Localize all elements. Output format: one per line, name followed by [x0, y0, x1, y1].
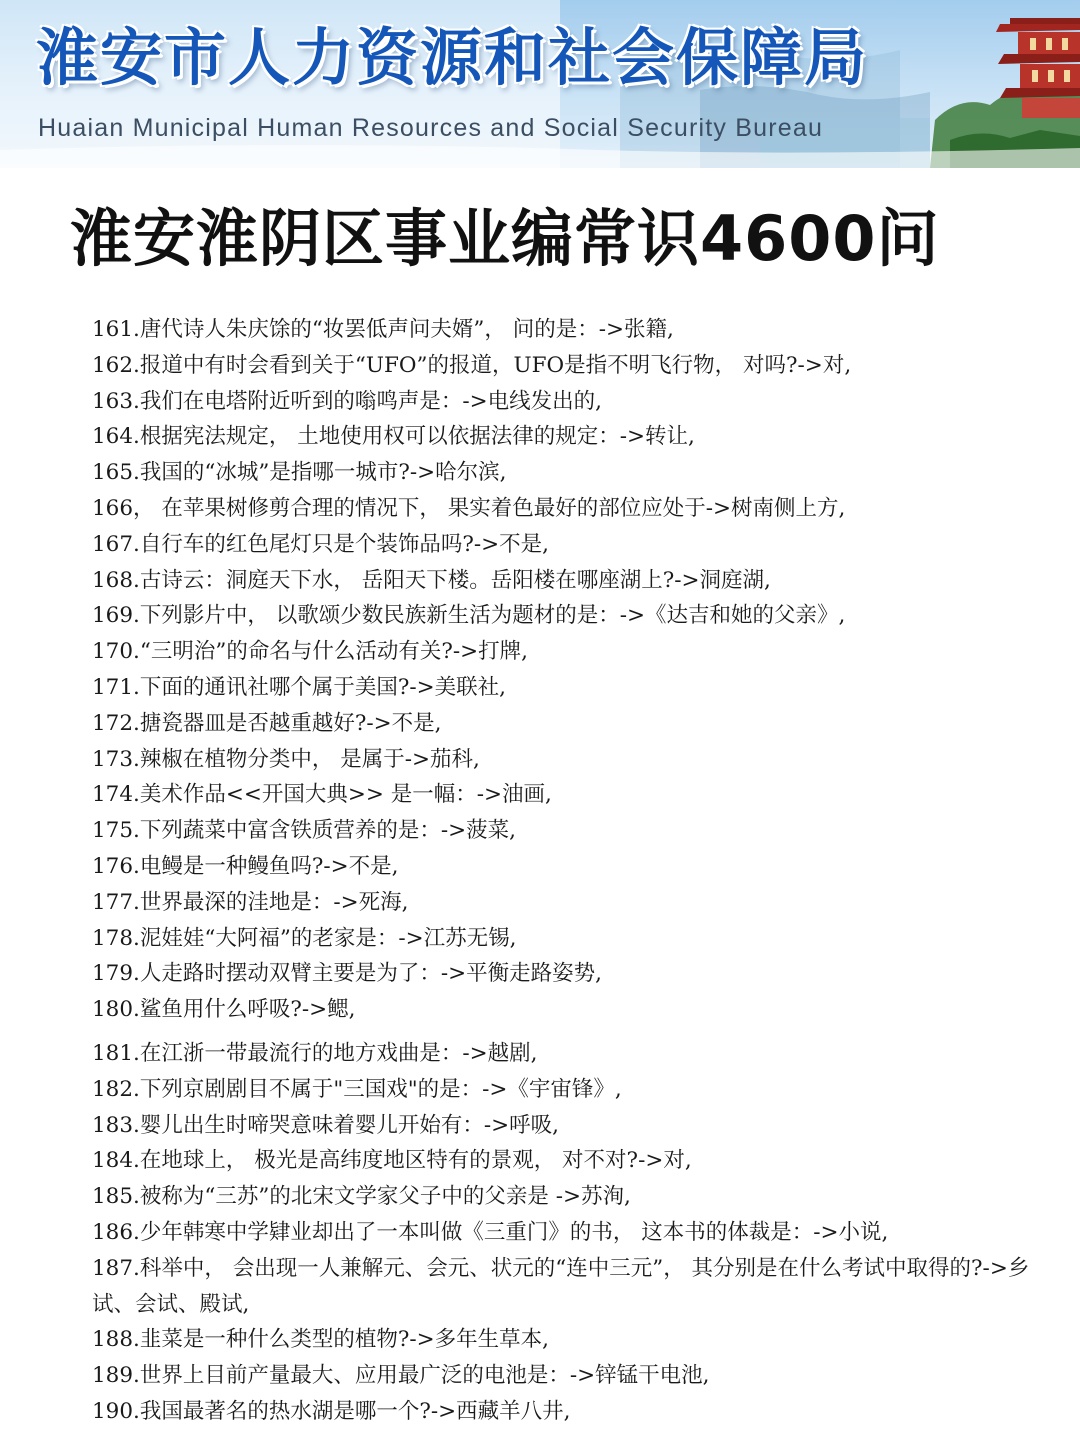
qa-item: 175.下列蔬菜中富含铁质营养的是：->菠菜, — [92, 818, 516, 844]
qa-item: 174.美术作品<<开国大典>> 是一幅：->油画, — [92, 782, 552, 808]
qa-item: 164.根据宪法规定， 土地使用权可以依据法律的规定：->转让, — [92, 424, 695, 450]
bureau-name-en: Huaian Municipal Human Resources and Social Security Bureau — [38, 114, 824, 142]
qa-item: 181.在江浙一带最流行的地方戏曲是：->越剧, — [92, 1040, 538, 1066]
page-title: 淮安淮阴区事业编常识4600问 — [70, 202, 940, 275]
header-banner — [0, 0, 1080, 168]
qa-item: 168.古诗云：洞庭天下水， 岳阳天下楼。岳阳楼在哪座湖上?->洞庭湖, — [92, 567, 771, 593]
qa-item: 166， 在苹果树修剪合理的情况下， 果实着色最好的部位应处于->树南侧上方, — [92, 495, 846, 521]
qa-item: 176.电鳗是一种鳗鱼吗?->不是, — [92, 853, 399, 879]
qa-item: 170.“三明治”的命名与什么活动有关?->打牌, — [92, 639, 528, 665]
qa-item: 171.下面的通讯社哪个属于美国?->美联社, — [92, 674, 507, 700]
qa-item: 189.世界上目前产量最大、应用最广泛的电池是：->锌锰干电池, — [92, 1363, 710, 1389]
qa-item: 173.辣椒在植物分类中， 是属于->茄科, — [92, 746, 480, 772]
qa-item: 178.泥娃娃“大阿福”的老家是：->江苏无锡, — [92, 925, 517, 951]
qa-item: 179.人走路时摆动双臂主要是为了：->平衡走路姿势, — [92, 961, 602, 987]
qa-item: 167.自行车的红色尾灯只是个装饰品吗?->不是, — [92, 531, 550, 557]
qa-item: 187.科举中， 会出现一人兼解元、会元、状元的“连中三元”， 其分别是在什么考试中取得的?->乡试、会试、殿试, — [92, 1255, 1030, 1317]
qa-item: 177.世界最深的洼地是：->死海, — [92, 889, 409, 915]
qa-item: 165.我国的“冰城”是指哪一城市?->哈尔滨, — [92, 460, 507, 486]
qa-item: 182.下列京剧剧目不属于"三国戏"的是：->《宇宙锋》, — [92, 1076, 622, 1102]
qa-item: 183.婴儿出生时啼哭意味着婴儿开始有：->呼吸, — [92, 1112, 559, 1138]
qa-item: 186.少年韩寒中学肄业却出了一本叫做《三重门》的书， 这本书的体裁是：->小说, — [92, 1219, 889, 1245]
qa-item: 172.搪瓷器皿是否越重越好?->不是, — [92, 710, 442, 736]
qa-item: 163.我们在电塔附近听到的嗡鸣声是：->电线发出的, — [92, 388, 602, 414]
qa-item: 162.报道中有时会看到关于“UFO”的报道，UFO是指不明飞行物， 对吗?->对, — [92, 352, 852, 378]
qa-item: 169.下列影片中， 以歌颂少数民族新生活为题材的是：->《达吉和她的父亲》, — [92, 603, 846, 629]
qa-list — [92, 312, 1052, 1430]
qa-item: 185.被称为“三苏”的北宋文学家父子中的父亲是 ->苏洵, — [92, 1184, 631, 1210]
bureau-name-cn: 淮安市人力资源和社会保障局 — [36, 21, 869, 94]
qa-item: 184.在地球上， 极光是高纬度地区特有的景观， 对不对?->对, — [92, 1148, 692, 1174]
qa-item: 161.唐代诗人朱庆馀的“妆罢低声问夫婿”， 问的是：->张籍, — [92, 317, 674, 342]
qa-item: 190.我国最著名的热水湖是哪一个?->西藏羊八井, — [92, 1398, 571, 1424]
qa-item: 188.韭菜是一种什么类型的植物?->多年生草本, — [92, 1327, 550, 1353]
qa-item: 180.鲨鱼用什么呼吸?->鳃, — [92, 997, 356, 1023]
